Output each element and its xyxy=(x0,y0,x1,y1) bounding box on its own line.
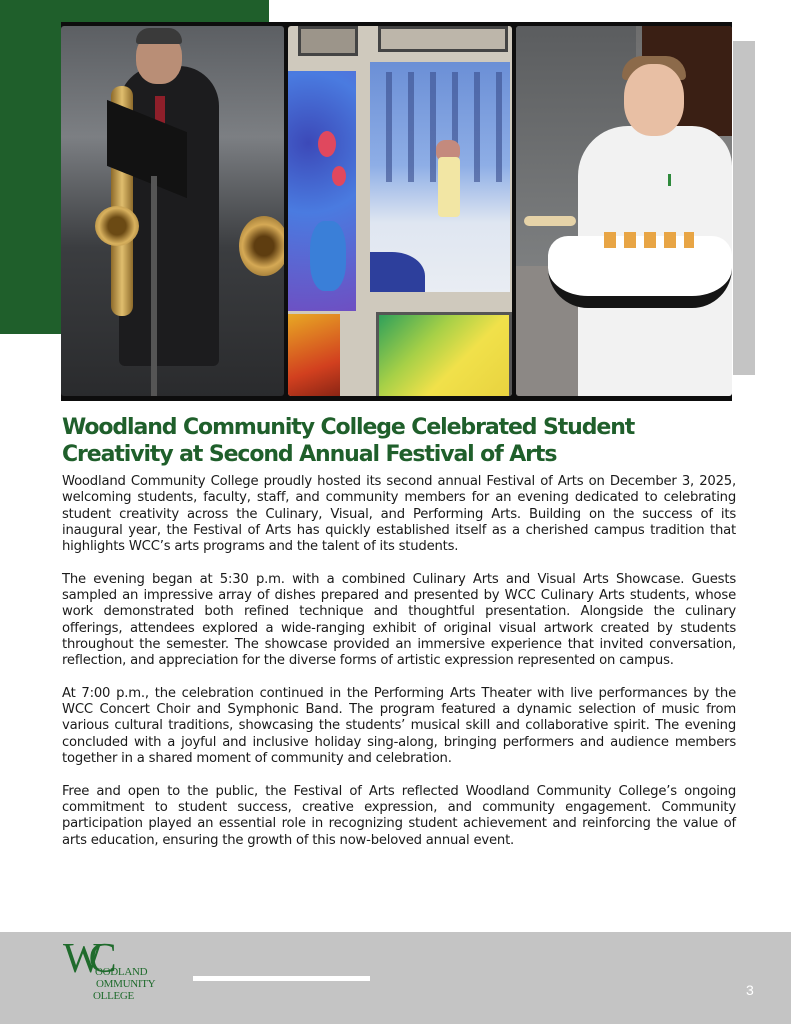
page-footer xyxy=(0,932,791,1024)
artwork-frame xyxy=(378,26,508,52)
page-number: 3 xyxy=(746,982,754,998)
food-plate xyxy=(524,216,576,226)
artwork-winter-llama xyxy=(370,62,510,292)
drink-cups xyxy=(604,232,694,248)
article-paragraph: The evening began at 5:30 p.m. with a combined Culinary Arts and Visual Arts Showcase. Guests sampled an impressive array of dishes prepared and presented by WCC Culinary Arts students, whose work demonstrated both refined technique and thoughtful presentation. Alongside the culinary offerings, attendees explored a wide-ranging exhibit of original visual artwork created by students throughout the semester. The showcase provided an immersive experience that invited conversation, reflection, and appreciation for the diverse forms of artistic expression represented on campus. xyxy=(62,571,736,669)
artwork-red-balloon xyxy=(318,131,336,157)
saxophone-bell xyxy=(95,206,139,246)
coat-logo-icon xyxy=(668,174,705,186)
article-paragraph: At 7:00 p.m., the celebration continued in the Performing Arts Theater with live performances by the WCC Concert Choir and Symphonic Band. The program featured a dynamic selection of music from various cultural traditions, showcasing the students’ musical skill and collaborative spirit. The evening concluded with a joyful and inclusive holiday sing-along, bringing performers and audience members together in a shared moment of community and celebration. xyxy=(62,685,736,767)
college-logo xyxy=(63,936,163,1002)
photo-culinary-student xyxy=(516,26,732,396)
footer-divider-bar xyxy=(193,976,370,981)
artwork-blue-owl xyxy=(288,71,356,311)
artwork-llama-body xyxy=(438,157,460,217)
music-stand-pole xyxy=(151,176,157,396)
article-headline: Woodland Community College Celebrated Student Creativity at Second Annual Festival of Arts xyxy=(62,415,635,467)
logo-line-woodland: OODLAND xyxy=(95,966,148,978)
performer-hair xyxy=(136,28,182,44)
photo-collage xyxy=(61,22,732,401)
artwork-yellow-green xyxy=(376,312,512,396)
logo-line-college: OLLEGE xyxy=(93,990,134,1002)
logo-initials: WC xyxy=(63,936,103,982)
article-paragraph: Woodland Community College proudly hosted its second annual Festival of Arts on December 3, 2025, welcoming students, faculty, staff, and community members for an evening dedicated to celebrating student creativity across the Culinary, Visual, and Performing Arts. Building on the success of its inaugural year, the Festival of Arts has quickly established itself as a cherished campus tradition that highlights WCC’s arts programs and the talent of its students. xyxy=(62,474,736,555)
photo-student-artwork xyxy=(288,26,512,396)
chef-head xyxy=(624,64,684,136)
decorative-gray-block xyxy=(733,41,755,375)
artwork-red-balloon xyxy=(332,166,346,186)
article-body xyxy=(62,474,736,865)
article-paragraph: Free and open to the public, the Festival of Arts reflected Woodland Community College’s ongoing commitment to student success, creative expression, and community engagement. Community participation played an essential role in recognizing student achievement and reinforcing the value of arts education, ensuring the growth of this now-beloved annual event. xyxy=(62,783,736,848)
second-saxophone-bell xyxy=(239,216,284,276)
artwork-snow xyxy=(370,252,425,292)
artwork-orange xyxy=(288,314,340,396)
artwork-frame xyxy=(298,26,358,56)
logo-line-community: OMMUNITY xyxy=(96,978,156,990)
photo-saxophone-performer xyxy=(61,26,284,396)
artwork-owl-figure xyxy=(310,221,346,291)
